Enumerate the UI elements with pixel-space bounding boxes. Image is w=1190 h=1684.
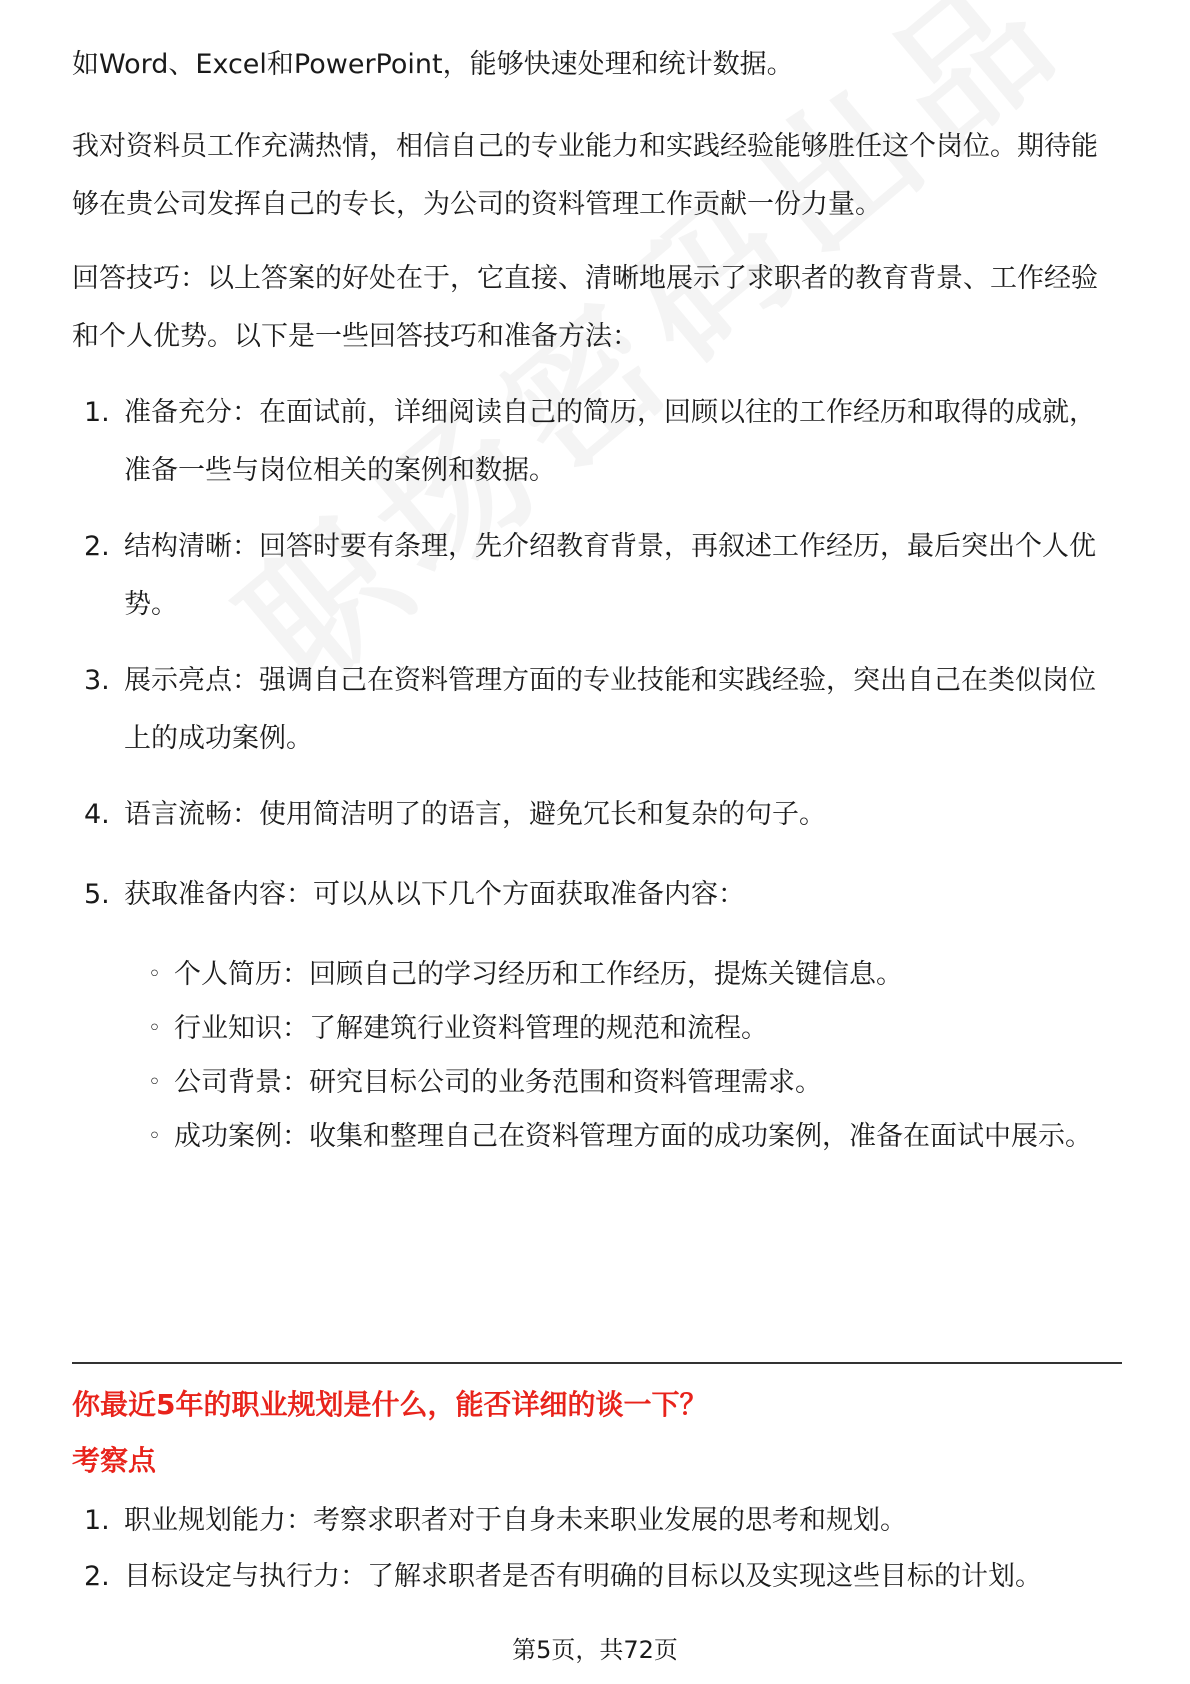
sub-list-item [148,946,1108,1004]
list-item-text: 目标设定与执行力：了解求职者是否有明确的目标以及实现这些目标的计划。 [124,1561,1042,1592]
list-item [84,652,1114,768]
list-item-text: 语言流畅：使用简洁明了的语言，避免冗长和复杂的句子。 [124,799,826,830]
section-divider [72,1362,1122,1364]
bullet-icon: ◦ [148,1016,161,1041]
interview-question: 你最近5年的职业规划是什么，能否详细的谈一下？ [72,1388,708,1421]
list-number: 5. [84,879,110,910]
bullet-icon: ◦ [148,962,161,987]
bullet-icon: ◦ [148,1070,161,1095]
list-item [84,1492,1114,1550]
list-number: 2. [84,1561,110,1592]
sub-list-item [148,1108,1108,1166]
sub-list-item-text: 行业知识：了解建筑行业资料管理的规范和流程。 [174,1013,768,1044]
bullet-icon: ◦ [148,1124,161,1149]
list-number: 1. [84,397,110,428]
paragraph-enthusiasm: 我对资料员工作充满热情，相信自己的专业能力和实践经验能够胜任这个岗位。期待能够在贵公司发挥自己的专长，为公司的资料管理工作贡献一份力量。 [72,131,1098,220]
list-item [84,518,1114,634]
list-number: 3. [84,665,110,696]
list-item-text: 结构清晰：回答时要有条理，先介绍教育背景，再叙述工作经历，最后突出个人优势。 [124,531,1096,620]
list-item [84,384,1114,500]
paragraph-continued: 如Word、Excel和PowerPoint，能够快速处理和统计数据。 [72,49,794,80]
list-item [84,786,1114,844]
sub-list-item [148,1054,1108,1112]
sub-list-item-text: 公司背景：研究目标公司的业务范围和资料管理需求。 [174,1067,822,1098]
list-item-text: 职业规划能力：考察求职者对于自身未来职业发展的思考和规划。 [124,1505,907,1536]
list-item [84,1548,1114,1606]
sub-list-item-text: 个人简历：回顾自己的学习经历和工作经历，提炼关键信息。 [174,959,903,990]
list-number: 1. [84,1505,110,1536]
sub-list-item-text: 成功案例：收集和整理自己在资料管理方面的成功案例，准备在面试中展示。 [174,1121,1092,1152]
list-item [84,866,1114,924]
list-item-text: 获取准备内容：可以从以下几个方面获取准备内容： [124,879,745,910]
list-number: 2. [84,531,110,562]
sub-list-item [148,1000,1108,1058]
section-subheading: 考察点 [72,1444,157,1477]
page-footer: 第5页，共72页 [512,1636,678,1664]
list-item-text: 展示亮点：强调自己在资料管理方面的专业技能和实践经验，突出自己在类似岗位上的成功案例。 [124,665,1096,754]
list-number: 4. [84,799,110,830]
list-item-text: 准备充分：在面试前，详细阅读自己的简历，回顾以往的工作经历和取得的成就，准备一些与岗位相关的案例和数据。 [124,397,1096,486]
paragraph-answer-tips: 回答技巧：以上答案的好处在于，它直接、清晰地展示了求职者的教育背景、工作经验和个人优势。以下是一些回答技巧和准备方法： [72,263,1098,352]
